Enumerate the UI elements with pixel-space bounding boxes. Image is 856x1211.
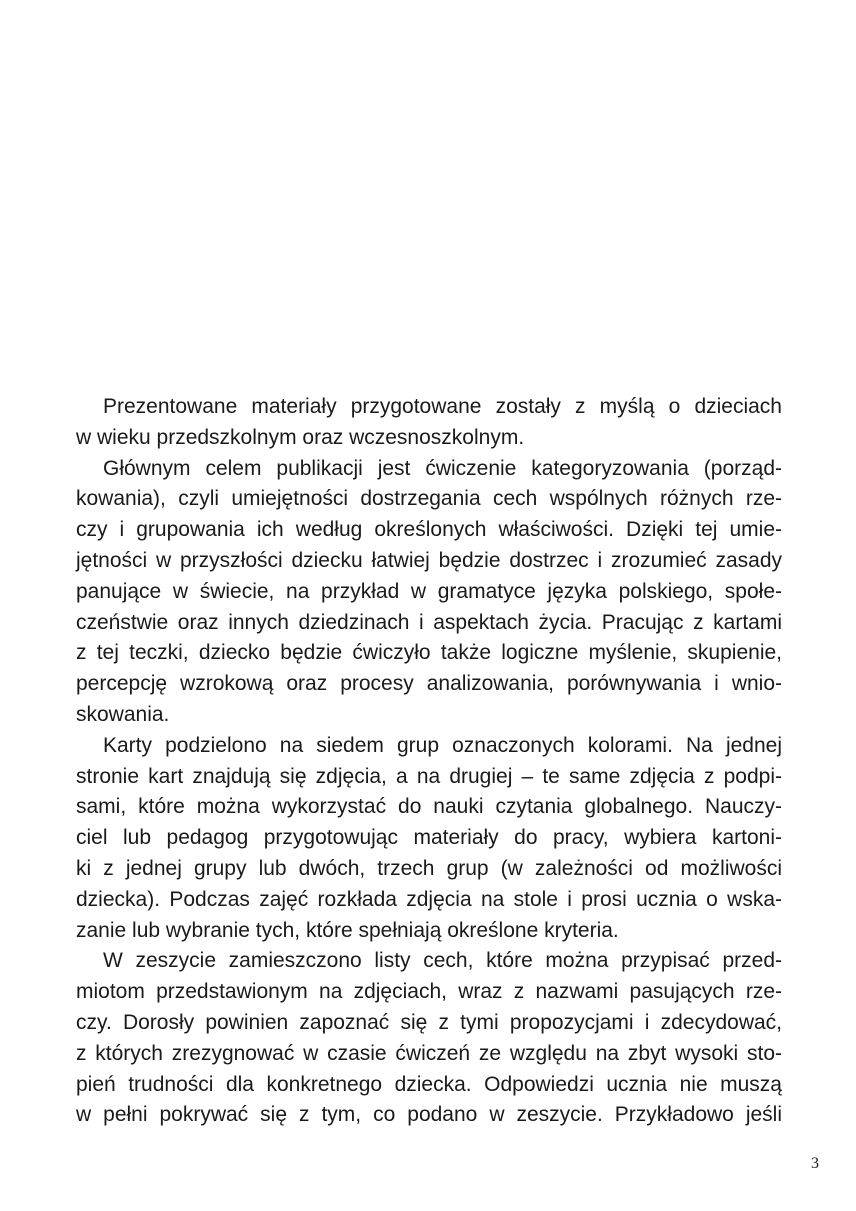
paragraph-3-line-4: ciel lub pedagog przygotowując materiały do pracy, wybiera kartoni- [76, 826, 782, 850]
paragraph-4-line-3: czy. Dorosły powinien zapoznać się z tymi propozycjami i zdecydować, [76, 1010, 782, 1034]
body-text [76, 392, 782, 1131]
paragraph-4-line-2: miotom przedstawionym na zdjęciach, wraz z nazwami pasujących rze- [76, 980, 782, 1004]
paragraph-3-line-5: ki z jednej grupy lub dwóch, trzech grup (w zależności od możliwości [76, 856, 782, 880]
paragraph-4-line-4: z których zrezygnować w czasie ćwiczeń ze względu na zbyt wysoki sto- [76, 1041, 782, 1065]
paragraph-2-line-8: percepcję wzrokową oraz procesy analizowania, porównywania i wnio- [76, 672, 782, 696]
paragraph-2-line-9: skowania. [76, 702, 170, 726]
paragraph-3-line-3: sami, które można wykorzystać do nauki czytania globalnego. Nauczy- [76, 795, 782, 819]
paragraph-4-line-5: pień trudności dla konkretnego dziecka. Odpowiedzi ucznia nie muszą [76, 1072, 782, 1096]
paragraph-3-line-1: Karty podzielono na siedem grup oznaczonych kolorami. Na jednej [103, 733, 782, 757]
paragraph-2-line-7: z tej teczki, dziecko będzie ćwiczyło także logiczne myślenie, skupienie, [76, 641, 782, 665]
paragraph-2-line-4: jętności w przyszłości dziecku łatwiej będzie dostrzec i zrozumieć zasady [76, 548, 782, 572]
paragraph-2-line-2: kowania), czyli umiejętności dostrzegania cech wspólnych różnych rze- [76, 487, 782, 511]
paragraph-4-line-1: W zeszycie zamieszczono listy cech, które można przypisać przed- [103, 949, 782, 973]
paragraph-2-line-6: czeństwie oraz innych dziedzinach i aspektach życia. Pracując z kartami [76, 610, 782, 634]
paragraph-3-line-6: dziecka). Podczas zajęć rozkłada zdjęcia na stole i prosi ucznia o wska- [76, 887, 782, 911]
paragraph-2-line-5: panujące w świecie, na przykład w gramatyce języka polskiego, społe- [76, 579, 782, 603]
page-number: 3 [811, 1155, 819, 1172]
paragraph-2-line-1: Głównym celem publikacji jest ćwiczenie kategoryzowania (porząd- [103, 456, 782, 480]
paragraph-3-line-7: zanie lub wybranie tych, które spełniają określone kryteria. [76, 918, 619, 942]
paragraph-1-line-1: Prezentowane materiały przygotowane zostały z myślą o dzieciach [103, 395, 782, 418]
paragraph-2-line-3: czy i grupowania ich według określonych właściwości. Dzięki tej umie- [76, 518, 782, 542]
paragraph-1-line-2: w wieku przedszkolnym oraz wczesnoszkolnym. [76, 425, 525, 449]
paragraph-3-line-2: stronie kart znajdują się zdjęcia, a na drugiej – te same zdjęcia z podpi- [76, 764, 782, 788]
paragraph-4-line-6: w pełni pokrywać się z tym, co podano w zeszycie. Przykładowo jeśli [76, 1103, 782, 1127]
